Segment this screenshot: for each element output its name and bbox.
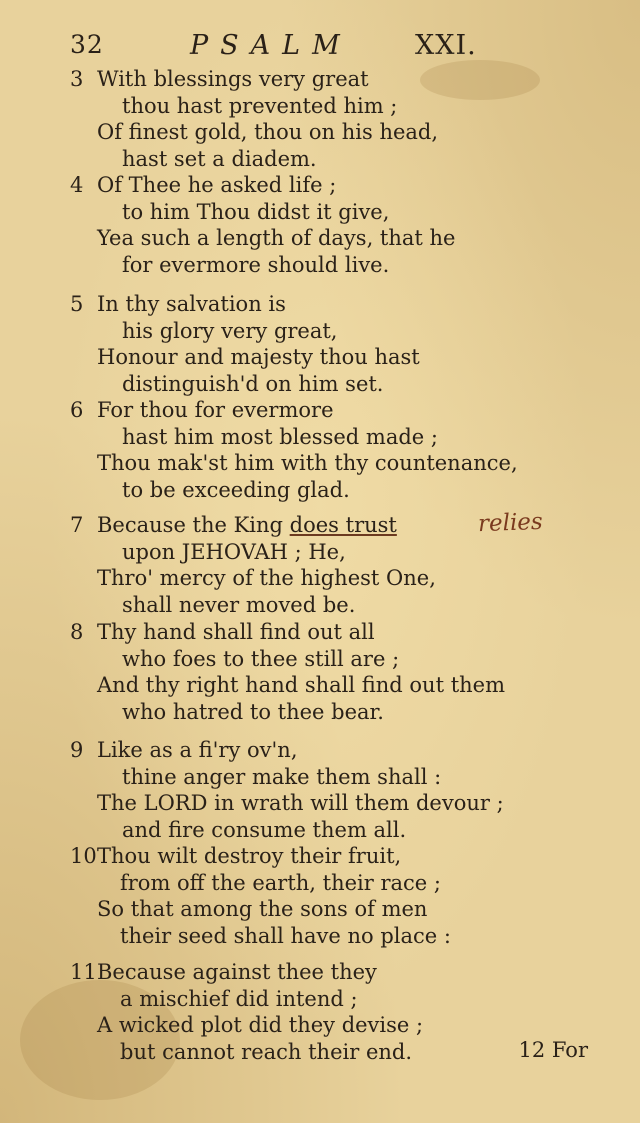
verse-text: distinguish'd on him set.: [122, 371, 384, 396]
verse-line: [70, 986, 590, 1013]
verse-text: to him Thou didst it give,: [122, 199, 390, 224]
psalm-title: PSALM: [190, 30, 352, 61]
verse-text: So that among the sons of men: [97, 897, 428, 922]
page-header: [70, 30, 610, 70]
verse-number: 3: [70, 67, 84, 91]
verse-text: his glory very great,: [122, 318, 338, 343]
verse-text: hast him most blessed made ;: [122, 424, 438, 449]
verse-text: and fire consume them all.: [122, 817, 407, 842]
verse-text: Honour and majesty thou hast: [97, 345, 420, 370]
verse-text: Thou mak'st him with thy countenance,: [97, 451, 518, 476]
verse-text: for evermore should live.: [122, 252, 390, 277]
verse-text: thou hast prevented him ;: [122, 93, 398, 118]
verse-text: In thy salvation is: [97, 292, 286, 316]
verse-text: thine anger make them shall :: [122, 764, 442, 789]
verse-text: their seed shall have no place :: [120, 923, 451, 948]
verse-number: 10: [70, 844, 97, 868]
verse-text: The LORD in wrath will them devour ;: [97, 791, 504, 816]
verse-5: [70, 291, 590, 397]
verse-line: [70, 450, 590, 477]
verse-number: 8: [70, 620, 84, 644]
verse-text: Like as a fi'ry ov'n,: [97, 738, 298, 762]
verse-line: [70, 817, 590, 844]
verse-text: shall never moved be.: [122, 592, 356, 617]
verse-line: [70, 539, 590, 566]
verse-11: [70, 959, 590, 1065]
verse-line: [70, 172, 590, 199]
verse-line: [70, 119, 590, 146]
verse-text: from off the earth, their race ;: [120, 870, 441, 895]
verse-line: [70, 252, 590, 279]
verse-text: Thou wilt destroy their fruit,: [97, 844, 402, 868]
verse-line: [70, 1012, 590, 1039]
verse-text: upon JEHOVAH ; He,: [122, 539, 346, 564]
verse-text: For thou for evermore: [97, 398, 334, 422]
verse-text: but cannot reach their end.: [120, 1039, 413, 1064]
catchword: 12 For: [518, 1038, 588, 1062]
verse-line: [70, 896, 590, 923]
verse-line: [70, 764, 590, 791]
verse-line: [70, 1039, 590, 1066]
verse-9: [70, 737, 590, 843]
verse-line: [70, 93, 590, 120]
verse-line: [70, 699, 590, 726]
verse-text: Of finest gold, thou on his head,: [97, 120, 439, 145]
verse-text: And thy right hand shall find out them: [97, 673, 506, 698]
verse-text: who hatred to thee bear.: [122, 699, 384, 724]
verse-text: With blessings very great: [97, 67, 369, 91]
verse-line: [70, 146, 590, 173]
verse-text: hast set a diadem.: [122, 146, 317, 171]
underlined-phrase: does trust: [289, 513, 397, 537]
verse-line: [70, 923, 590, 950]
verse-line: [70, 870, 590, 897]
handwritten-marginal-note: relies: [477, 508, 544, 538]
verse-line: [70, 318, 590, 345]
verse-number: 7: [70, 513, 84, 537]
verse-text: who foes to thee still are ;: [122, 646, 400, 671]
verse-text: a mischief did intend ;: [120, 986, 358, 1011]
verse-line: [70, 737, 590, 764]
verse-line: [70, 66, 590, 93]
verse-line: [70, 424, 590, 451]
verse-text: to be exceeding glad.: [122, 477, 350, 502]
verse-line: [70, 225, 590, 252]
verse-line: [70, 344, 590, 371]
verse-number: 11: [70, 960, 97, 984]
verse-line: [70, 199, 590, 226]
verse-line: [70, 672, 590, 699]
verse-8: [70, 619, 590, 725]
verse-line: [70, 291, 590, 318]
verse-text: [97, 512, 397, 539]
verse-line: [70, 790, 590, 817]
verse-line: [70, 843, 590, 870]
verse-number: 6: [70, 398, 84, 422]
verse-text: A wicked plot did they devise ;: [97, 1013, 424, 1038]
verse-text: Yea such a length of days, that he: [97, 226, 456, 251]
verse-text: Of Thee he asked life ;: [97, 173, 337, 197]
psalm-numeral: XXI.: [415, 30, 477, 61]
verse-line: [70, 959, 590, 986]
verse-line: [70, 565, 590, 592]
verse-line: [70, 592, 590, 619]
verse-4: [70, 172, 590, 278]
page-number: 32: [70, 30, 104, 59]
verse-10: [70, 843, 590, 949]
verse-text: Thro' mercy of the highest One,: [97, 566, 436, 591]
verse-line: [70, 619, 590, 646]
verse-line: [70, 397, 590, 424]
verse-line: [70, 371, 590, 398]
verse-number: 5: [70, 292, 84, 316]
verse-line: [70, 477, 590, 504]
verse-3: [70, 66, 590, 172]
verse-text-start: Because the King: [97, 513, 290, 537]
verse-text: Because against thee they: [97, 960, 377, 984]
verse-line: [70, 646, 590, 673]
verse-text: Thy hand shall find out all: [97, 620, 375, 644]
verse-number: 9: [70, 738, 84, 762]
verse-number: 4: [70, 173, 84, 197]
verse-6: [70, 397, 590, 503]
